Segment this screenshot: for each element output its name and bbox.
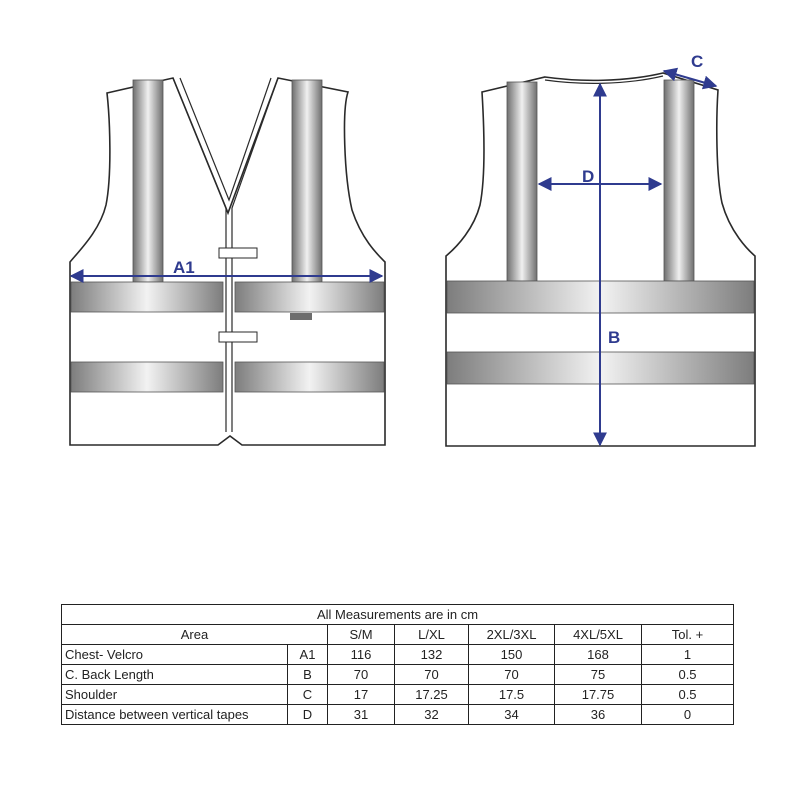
row-value: 75 [555,665,642,685]
tape-distance-dimension-label: D [582,167,595,186]
row-value: 36 [555,705,642,725]
back-vertical-tape-right [664,80,694,281]
table-caption-row [62,605,734,625]
chest-dimension-label: A1 [173,258,195,277]
back-vertical-tape-left [507,82,537,281]
row-value: 116 [328,645,395,665]
front-vertical-tape-right [292,80,322,282]
row-area: Shoulder [62,685,288,705]
table-caption: All Measurements are in cm [62,605,734,625]
row-tolerance: 0 [642,705,734,725]
row-value: 132 [395,645,469,665]
header-size: L/XL [395,625,469,645]
row-area: C. Back Length [62,665,288,685]
header-size: 4XL/5XL [555,625,642,645]
front-horizontal-tape-upper-right [235,282,384,312]
row-value: 17.75 [555,685,642,705]
back-length-dimension-label: B [608,328,621,347]
vest-front-view [70,78,385,445]
row-code: B [288,665,328,685]
table-row [62,705,734,725]
table-header-row [62,625,734,645]
front-horizontal-tape-upper-left [71,282,223,312]
row-tolerance: 0.5 [642,665,734,685]
row-value: 150 [469,645,555,665]
row-value: 32 [395,705,469,725]
row-value: 70 [395,665,469,685]
row-value: 70 [469,665,555,685]
row-value: 34 [469,705,555,725]
row-value: 17 [328,685,395,705]
row-value: 17.5 [469,685,555,705]
row-tolerance: 1 [642,645,734,665]
row-value: 70 [328,665,395,685]
measurement-table [61,604,734,725]
header-size: S/M [328,625,395,645]
shoulder-dimension-label: C [691,52,704,71]
header-tolerance: Tol. + [642,625,734,645]
row-value: 17.25 [395,685,469,705]
row-value: 31 [328,705,395,725]
table-row [62,645,734,665]
row-area: Chest- Velcro [62,645,288,665]
row-code: D [288,705,328,725]
row-code: A1 [288,645,328,665]
header-area: Area [62,625,328,645]
row-code: C [288,685,328,705]
front-horizontal-tape-lower-right [235,362,384,392]
table-row [62,685,734,705]
label-patch [290,313,312,320]
row-area: Distance between vertical tapes [62,705,288,725]
velcro-tab-upper [219,248,257,258]
front-vertical-tape-left [133,80,163,282]
header-size: 2XL/3XL [469,625,555,645]
front-horizontal-tape-lower-left [71,362,223,392]
vest-back-view [446,52,755,446]
row-tolerance: 0.5 [642,685,734,705]
table-row [62,665,734,685]
velcro-tab-lower [219,332,257,342]
row-value: 168 [555,645,642,665]
